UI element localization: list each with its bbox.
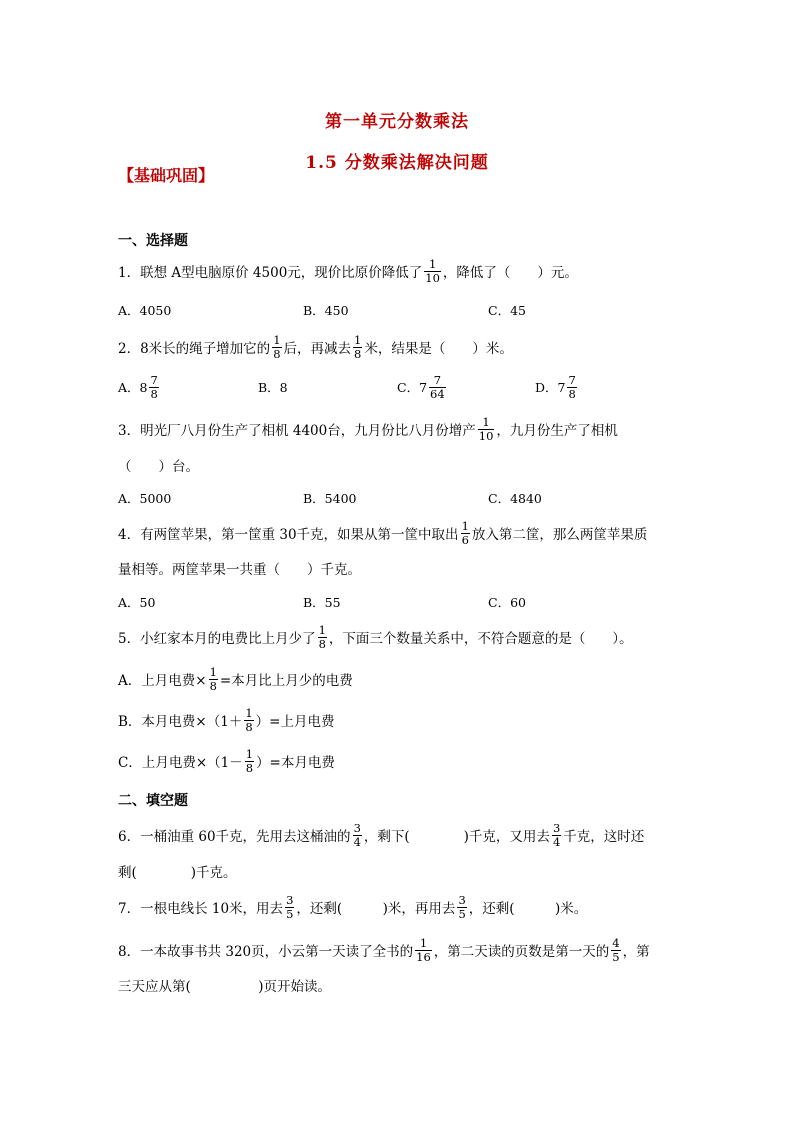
fraction: $\frac{1}{10}$ xyxy=(478,414,494,443)
q1-option-b[interactable]: B．450 xyxy=(303,303,349,318)
question-8-line2: 三天应从第( )页开始读。 xyxy=(118,979,332,995)
fraction: $\frac{3}{4}$ xyxy=(552,820,561,849)
q3-option-c[interactable]: C．4840 xyxy=(488,491,542,506)
fraction: $\frac{3}{5}$ xyxy=(286,892,294,921)
question-3: 3．明光厂八月份生产了相机 4400台，九月份比八月份增产 $\frac{1}{10}$ ，九月份生产了相机 xyxy=(118,414,618,443)
question-1: 1．联想 A型电脑原价 4500元，现价比原价降低了 $\frac{1}{10}$ ，降低了（ ）元。 xyxy=(118,256,578,285)
section-tag: 【基础巩固】 xyxy=(118,166,215,185)
part1-heading: 一、选择题 xyxy=(118,233,188,249)
q1-option-a[interactable]: A．4050 xyxy=(118,303,172,318)
fraction: $\frac{3}{5}$ xyxy=(458,892,466,921)
q5-option-c[interactable]: C．上月电费×（1－ $\frac{1}{8}$ ）=本月电费 xyxy=(118,746,335,775)
q2-option-a[interactable]: A．8 $\frac{7}{8}$ xyxy=(118,372,158,401)
fraction: $\frac{1}{8}$ xyxy=(354,332,362,361)
q3-option-a[interactable]: A．5000 xyxy=(118,491,172,506)
question-8: 8．一本故事书共 320页，小云第一天读了全书的 $\frac{1}{16}$ ，第二天读的页数是第一天的 $\frac{4}{5}$ ，第 xyxy=(118,935,650,964)
q5-option-a[interactable]: A．上月电费× $\frac{1}{8}$ =本月比上月少的电费 xyxy=(118,664,353,693)
q2-option-b[interactable]: B．8 xyxy=(258,380,288,395)
page-subtitle: 1.5 分数乘法解决问题 xyxy=(305,153,489,173)
question-4: 4．有两筐苹果，第一筐重 30千克，如果从第一筐中取出 $\frac{1}{6}$ 放入第二筐，那么两筐苹果质 xyxy=(118,518,648,547)
question-4-line2: 量相等。两筐苹果一共重（ ）千克。 xyxy=(118,562,361,578)
fraction: $\frac{1}{10}$ xyxy=(425,256,440,285)
question-2: 2．8米长的绳子增加它的 $\frac{1}{8}$ 后，再减去 $\frac{1}{8}$ 米，结果是（ ）米。 xyxy=(118,332,513,361)
question-6-line2: 剩( )千克。 xyxy=(118,865,237,881)
part2-heading: 二、填空题 xyxy=(118,793,188,809)
fraction: $\frac{1}{6}$ xyxy=(461,518,469,547)
fraction: $\frac{4}{5}$ xyxy=(612,935,620,964)
q1-option-c[interactable]: C．45 xyxy=(488,303,526,318)
question-3-line2: （ ）台。 xyxy=(118,459,199,475)
question-5: 5．小红家本月的电费比上月少了 $\frac{1}{8}$ ，下面三个数量关系中，不符合题意的是（ ）。 xyxy=(118,622,633,651)
q2-option-c[interactable]: C．7 $\frac{7}{64}$ xyxy=(397,372,445,401)
q2-option-d[interactable]: D．7 $\frac{7}{8}$ xyxy=(535,372,576,401)
q3-option-b[interactable]: B．5400 xyxy=(303,491,357,506)
page-title: 第一单元分数乘法 xyxy=(325,112,469,132)
question-7: 7．一根电线长 10米，用去 $\frac{3}{5}$ ，还剩( )米，再用去 $\frac{3}{5}$ ，还剩( )米。 xyxy=(118,892,588,921)
q4-option-b[interactable]: B．55 xyxy=(303,595,341,610)
q4-option-a[interactable]: A．50 xyxy=(118,595,156,610)
fraction: $\frac{3}{4}$ xyxy=(353,820,361,849)
q5-option-b[interactable]: B．本月电费×（1＋ $\frac{1}{8}$ ）=上月电费 xyxy=(118,705,335,734)
fraction: $\frac{1}{16}$ xyxy=(416,935,431,964)
q4-option-c[interactable]: C．60 xyxy=(488,595,526,610)
fraction: $\frac{1}{8}$ xyxy=(273,332,281,361)
question-6: 6．一桶油重 60千克，先用去这桶油的 $\frac{3}{4}$ ，剩下( )千克，又用去 $\frac{3}{4}$ 千克，这时还 xyxy=(118,820,645,849)
fraction: $\frac{1}{8}$ xyxy=(318,622,326,651)
